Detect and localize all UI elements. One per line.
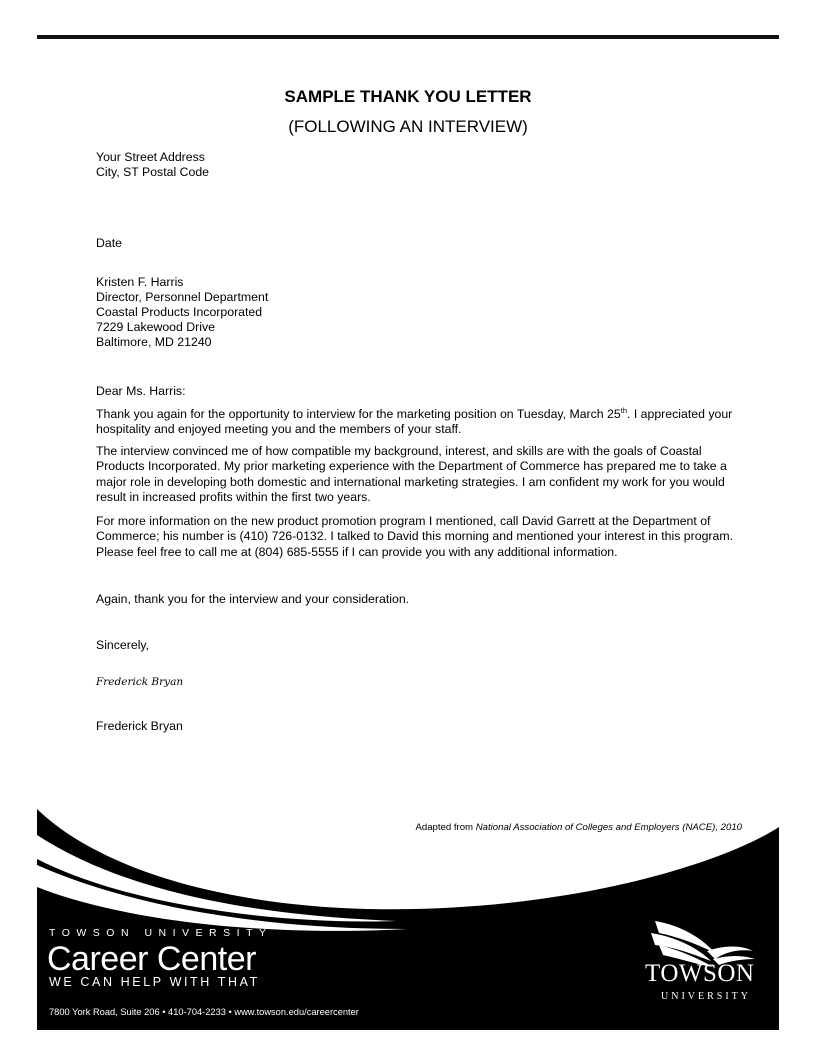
paragraph-2: The interview convinced me of how compatible my background, interest, and skills are with the goals of Coastal Products Incorporated. My prior marketing experience with the Department of Commerce has prepared me to take a major role in developing both domestic and international marketing strategies. I am confident my work for you would result in increased profits within the first two years. [96, 444, 727, 504]
top-rule [37, 35, 779, 39]
footer-tagline: WE CAN HELP WITH THAT [49, 975, 260, 989]
recipient-name: Kristen F. Harris [96, 275, 184, 289]
footer-contact: 7800 York Road, Suite 206 • 410-704-2233 • www.towson.edu/careercenter [49, 1007, 359, 1017]
recipient-block [96, 275, 746, 350]
paragraph-4: Again, thank you for the interview and your consideration. [96, 592, 410, 606]
sender-street: Your Street Address [96, 150, 205, 164]
paragraph-1-text: Thank you again for the opportunity to interview for the marketing position on Tuesday, March 25 [96, 407, 621, 422]
signer-name: Frederick Bryan [96, 719, 183, 733]
footer-university-name: TOWSON UNIVERSITY [49, 927, 273, 939]
attribution-prefix: Adapted from [415, 822, 476, 833]
attribution-source: National Association of Colleges and Employers (NACE), 2010 [475, 822, 742, 833]
handwritten-signature: Frederick Bryan [96, 676, 184, 688]
letter-title: SAMPLE THANK YOU LETTER [284, 87, 532, 106]
sender-city: City, ST Postal Code [96, 165, 209, 179]
recipient-company: Coastal Products Incorporated [96, 305, 263, 319]
footer-career-center: Career Center [47, 940, 256, 978]
recipient-city: Baltimore, MD 21240 [96, 335, 212, 349]
paragraph-3: For more information on the new product promotion program I mentioned, call David Garrett at the Department of Commerce; his number is (410) 726-0132. I talked to David this morning and mentioned your interest in this program. Please feel free to call me at (804) 685-5555 if I can provide you with any additional information. [96, 514, 734, 559]
sender-address [96, 150, 746, 180]
paragraph-1 [96, 403, 746, 438]
university-wordmark: UNIVERSITY [661, 991, 751, 1002]
towson-wordmark: TOWSON [645, 960, 755, 987]
salutation: Dear Ms. Harris: [96, 384, 186, 398]
letter-page [37, 35, 779, 1030]
recipient-street: 7229 Lakewood Drive [96, 320, 215, 334]
date-line: Date [96, 236, 122, 250]
letter-subtitle: (FOLLOWING AN INTERVIEW) [288, 117, 528, 136]
closing: Sincerely, [96, 638, 150, 652]
recipient-title: Director, Personnel Department [96, 290, 269, 304]
paragraph-1-text-end: . I appreciated your hospitality and enjoyed meeting you and the members of your staff. [96, 407, 733, 437]
ordinal-suffix: th [620, 406, 627, 415]
